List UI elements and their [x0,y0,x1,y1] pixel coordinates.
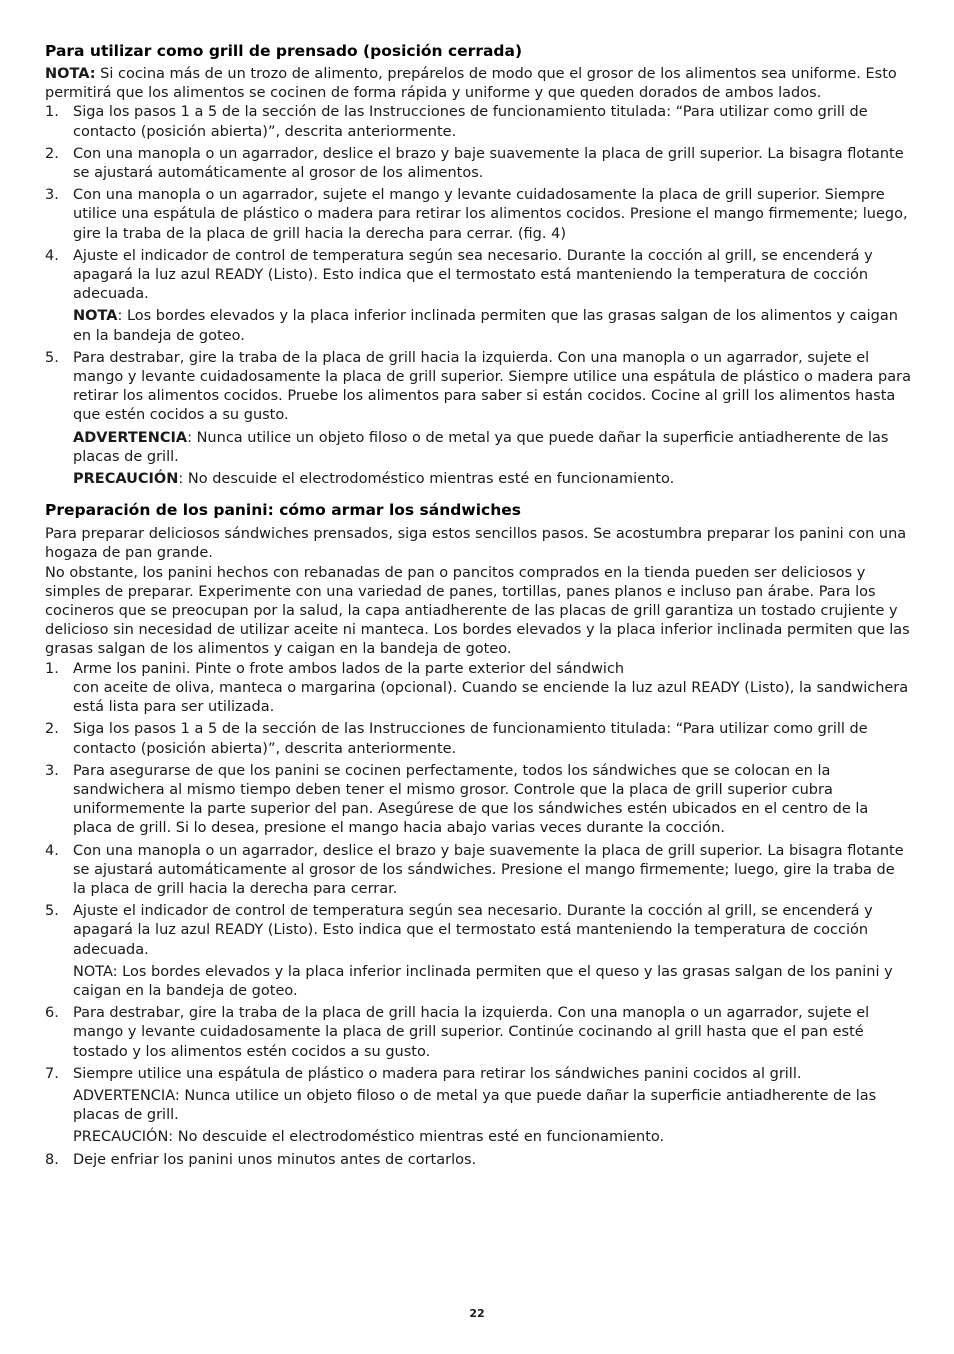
step-number: 4. [45,247,59,264]
step-text-line-2: con aceite de oliva, manteca o margarina (opcional). Cuando se enciende la luz azul READY (Listo), la sandwichera está lista para ser utilizada. [73,679,909,716]
step-text: Con una manopla o un agarrador, deslice el brazo y baje suavemente la placa de grill superior. La bisagra flotante se ajustará automáticamente al grosor de los alimentos. [73,145,904,182]
step-warning [73,429,911,467]
section1-steps [45,103,911,489]
note-label: NOTA [73,308,118,325]
list-item [45,186,911,244]
step-text: Ajuste el indicador de control de temperatura según sea necesario. Durante la cocción al grill, se encenderá y apagará la luz azul READY (Listo). Esto indica que el termostato está manteniendo la temperatura de cocción adecuada. [73,903,873,958]
section2-steps [45,660,911,1170]
step-number: 3. [45,187,59,204]
step-text: Para asegurarse de que los panini se cocinen perfectamente, todos los sándwiches que se colocan en la sandwichera al mismo tiempo deben tener el mismo grosor. Controle que la placa de grill superior cubra uniformemente la parte superior del pan. Asegúrese de que los sándwiches estén ubicados en el centro de la placa de grill. Si lo desea, presione el mango hacia abajo varias veces durante la cocción. [73,762,869,837]
note-label: NOTA: [45,66,96,82]
section-title-panini: Preparación de los panini: cómo armar los sándwiches [45,501,521,520]
step-text: Para destrabar, gire la traba de la placa de grill hacia la izquierda. Con una manopla o un agarrador, sujete el mango y levante cuidadosamente la placa de grill superior. Siempre utilice una espátula de plástico o madera para retirar los alimentos cocidos. Pruebe los alimentos para saber si están cocidos. Cocine al grill los alimentos hasta que estén cocidos a su gusto. [73,349,911,424]
step-number: 6. [45,1005,59,1022]
step-number: 2. [45,145,59,162]
list-item [45,247,911,346]
step-caution: PRECAUCIÓN: No descuide el electrodoméstico mientras esté en funcionamiento. [73,1129,665,1146]
caution-label: PRECAUCIÓN [73,471,179,488]
step-text: Siga los pasos 1 a 5 de la sección de las Instrucciones de funcionamiento titulada: “Para utilizar como grill de contacto (posición abierta)”, descrita anteriormente. [73,104,868,140]
list-item [45,902,911,1001]
step-number: 3. [45,762,59,779]
step-text: Siempre utilice una espátula de plástico o madera para retirar los sándwiches panini cocidos al grill. [73,1065,802,1082]
section2-intro-1: Para preparar deliciosos sándwiches prensados, siga estos sencillos pasos. Se acostumbra preparar los panini con una hogaza de pan grande. [45,526,907,562]
list-item [45,1004,911,1062]
step-text: Con una manopla o un agarrador, deslice el brazo y baje suavemente la placa de grill superior. La bisagra flotante se ajustará automáticamente al grosor de los sándwiches. Presione el mango firmemente; luego, gire la traba de la placa de grill hacia la derecha para cerrar. [73,842,904,897]
step-number: 8. [45,1151,59,1168]
caution-text: : No descuide el electrodoméstico mientras esté en funcionamiento. [178,471,675,488]
page-number: 22 [469,1307,485,1320]
list-item [45,349,911,489]
step-note [73,307,911,345]
note-text: Si cocina más de un trozo de alimento, prepárelos de modo que el grosor de los alimentos sea uniforme. Esto permitirá que los alimentos se cocinen de forma rápida y uniforme y que queden dorados de ambos lados. [45,66,897,102]
section-title-closed-grill: Para utilizar como grill de prensado (posición cerrada) [45,42,523,60]
step-text: Ajuste el indicador de control de temperatura según sea necesario. Durante la cocción al grill, se encenderá y apagará la luz azul READY (Listo). Esto indica que el termostato está manteniendo la temperatura de cocción adecuada. [73,247,873,303]
step-number: 5. [45,903,59,920]
step-caution [73,470,911,489]
warning-label: ADVERTENCIA [73,429,188,446]
step-number: 2. [45,721,59,738]
step-text: Para destrabar, gire la traba de la placa de grill hacia la izquierda. Con una manopla o un agarrador, sujete el mango y levante cuidadosamente la placa de grill superior. Continúe cocinando al grill hasta que el pan esté tostado y los alimentos estén cocidos a su gusto. [73,1005,870,1060]
step-number: 1. [45,104,59,121]
step-text: Con una manopla o un agarrador, sujete el mango y levante cuidadosamente la placa de grill superior. Siempre utilice una espátula de plástico o madera para retirar los alimentos cocidos. Presione el mango firmemente; luego, gire la traba de la placa de grill hacia la derecha para cerrar. (fig. 4) [73,187,908,242]
step-text: Deje enfriar los panini unos minutos antes de cortarlos. [73,1151,477,1168]
step-number: 1. [45,660,59,677]
step-number: 5. [45,349,59,366]
list-item [45,762,911,839]
step-text-line-1: Arme los panini. Pinte o frote ambos lados de la parte exterior del sándwich [73,660,625,677]
list-item [45,103,911,141]
step-note: NOTA: Los bordes elevados y la placa inferior inclinada permiten que el queso y las grasas salgan de los panini y caigan en la bandeja de goteo. [73,963,893,999]
list-item [45,145,911,183]
section2-intro-2: No obstante, los panini hechos con rebanadas de pan o pancitos comprados en la tienda pueden ser deliciosos y simples de preparar. Experimente con una variedad de panes, tortillas, panes planos e incluso pan árabe. Para los cocineros que se preocupan por la salud, la capa antiadherente de las placas de grill garantiza un tostado crujiente y delicioso sin necesidad de utilizar aceite ni manteca. Los bordes elevados y la placa inferior inclinada permiten que las grasas salgan de los alimentos y caigan en la bandeja de goteo. [45,564,910,658]
step-number: 7. [45,1065,59,1082]
step-warning: ADVERTENCIA: Nunca utilice un objeto filoso o de metal ya que puede dañar la superficie antiadherente de las placas de grill. [73,1087,877,1124]
step-text: Siga los pasos 1 a 5 de la sección de las Instrucciones de funcionamiento titulada: “Para utilizar como grill de contacto (posición abierta)”, descrita anteriormente. [73,721,868,757]
list-item [45,1065,911,1148]
list-item [45,660,911,718]
warning-text: : Nunca utilice un objeto filoso o de metal ya que puede dañar la superficie antiadherente de las placas de grill. [73,429,889,465]
step-number: 4. [45,842,59,859]
list-item [45,1151,911,1170]
list-item [45,720,911,758]
note-text: : Los bordes elevados y la placa inferior inclinada permiten que las grasas salgan de los alimentos y caigan en la bandeja de goteo. [73,308,898,344]
section1-note [45,65,911,103]
list-item [45,842,911,900]
document-body [45,41,911,1173]
